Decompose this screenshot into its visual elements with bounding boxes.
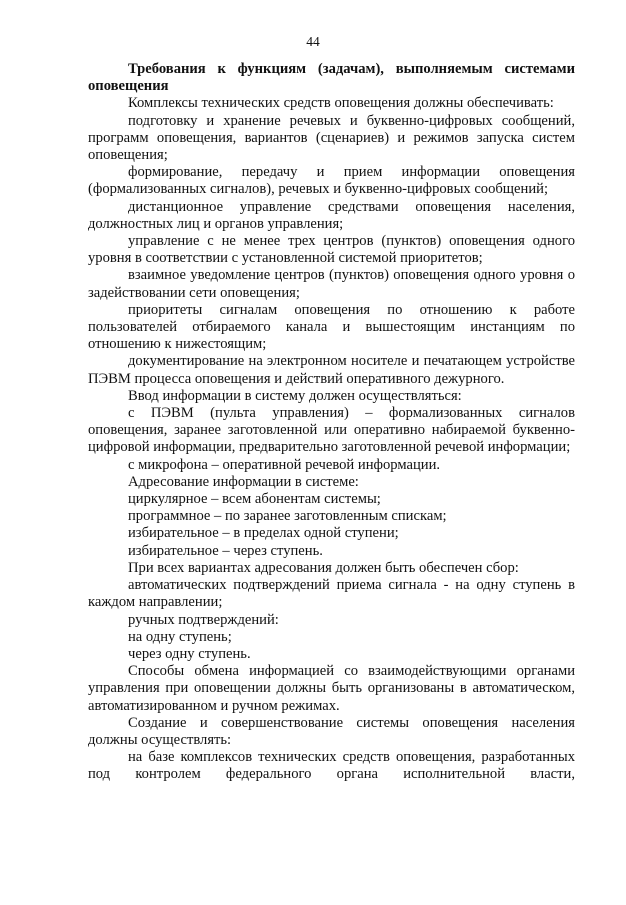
paragraph: формирование, передачу и прием информации оповещения (формализованных сигналов), речевых и буквенно-цифровых сообщений; <box>88 164 575 198</box>
paragraph: Ввод информации в систему должен осуществляться: <box>128 387 462 404</box>
paragraph: с ПЭВМ (пульта управления) – формализованных сигналов оповещения, заранее заготовленной или оперативно набираемой буквенно-цифровой информации, предварительно заготовленной речевой информации; <box>88 405 575 456</box>
paragraph: дистанционное управление средствами оповещения населения, должностных лиц и органов управления; <box>88 198 575 232</box>
list-item: на одну ступень; <box>128 628 232 645</box>
section-heading: Требования к функциям (задачам), выполняемым системами оповещения <box>88 61 575 95</box>
paragraph: управление с не менее трех центров (пунктов) оповещения одного уровня в соответствии с установленной системой приоритетов; <box>88 233 575 267</box>
list-item: избирательное – через ступень. <box>128 542 323 559</box>
paragraph: Адресование информации в системе: <box>128 473 359 490</box>
paragraph: документирование на электронном носителе и печатающем устройстве ПЭВМ процесса оповещения и действий оперативного дежурного. <box>88 353 575 387</box>
paragraph: подготовку и хранение речевых и буквенно-цифровых сообщений, программ оповещения, вариантов (сценариев) и режимов запуска систем оповещения; <box>88 112 575 164</box>
list-item: через одну ступень. <box>128 645 251 662</box>
paragraph: Комплексы технических средств оповещения должны обеспечивать: <box>128 95 554 112</box>
paragraph: Способы обмена информацией со взаимодействующими органами управления при оповещении должны быть организованы в автоматическом, автоматизированном и ручном режимах. <box>88 663 575 714</box>
paragraph: на базе комплексов технических средств оповещения, разработанных под контролем федерального органа исполнительной власти, <box>88 749 575 783</box>
paragraph: взаимное уведомление центров (пунктов) оповещения одного уровня о задействовании сети оповещения; <box>88 267 575 301</box>
paragraph: приоритеты сигналам оповещения по отношению к работе пользователей отбираемого канала и вышестоящим инстанциям по отношению к нижестоящим; <box>88 301 575 353</box>
list-item: автоматических подтверждений приема сигнала - на одну ступень в каждом направлении; <box>88 577 575 611</box>
list-item: циркулярное – всем абонентам системы; <box>128 491 381 508</box>
document-body <box>88 61 575 784</box>
paragraph: Создание и совершенствование системы оповещения населения должны осуществлять: <box>88 714 575 748</box>
paragraph: При всех вариантах адресования должен быть обеспечен сбор: <box>128 559 519 576</box>
paragraph: с микрофона – оперативной речевой информации. <box>128 456 441 473</box>
list-item: ручных подтверждений: <box>128 611 279 628</box>
list-item: программное – по заранее заготовленным спискам; <box>128 508 447 525</box>
page-number: 44 <box>306 34 320 49</box>
list-item: избирательное – в пределах одной ступени; <box>128 525 399 542</box>
